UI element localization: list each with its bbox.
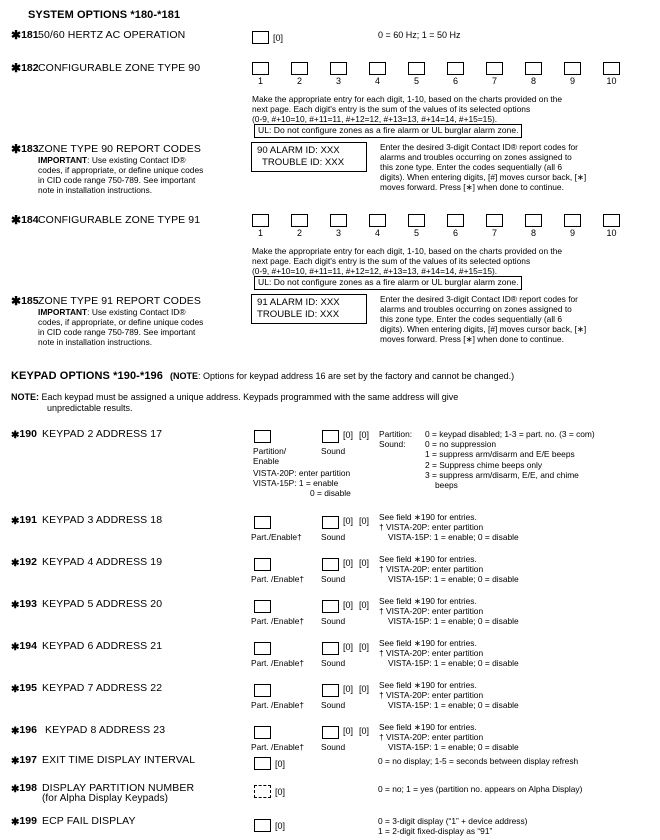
checkbox-digit-5[interactable] (408, 214, 425, 227)
zone-instr-line1: Make the appropriate entry for each digit, 1-10, based on the charts provided on the (252, 246, 563, 256)
trouble-id-183: TROUBLE ID: XXX (262, 157, 345, 168)
digit-label-10: 10 (606, 228, 617, 238)
default-value-196-a: [0] (343, 726, 354, 736)
checkbox-181[interactable] (252, 31, 269, 44)
default-value-194-b: [0] (359, 642, 370, 652)
field-number-198: ✱198 (11, 782, 37, 795)
digit-cell-8 (525, 62, 542, 86)
checkbox-digit-1[interactable] (252, 62, 269, 75)
field-199-options-line2: 1 = 2-digit fixed-display as “91” (378, 826, 493, 836)
rc-instr-line1: Enter the desired 3-digit Contact ID® report codes for (380, 142, 578, 152)
field-title-195: KEYPAD 7 ADDRESS 22 (42, 682, 163, 694)
digit-label-1: 1 (257, 228, 263, 238)
field-number-197: ✱197 (11, 754, 37, 767)
field-title-181: 50/60 HERTZ AC OPERATION (38, 29, 186, 41)
digit-label-7: 7 (491, 228, 497, 238)
digit-cell-8 (525, 214, 542, 238)
field-181-entry[interactable] (252, 29, 283, 47)
label-192-sound: Sound (321, 574, 346, 584)
field-title-193: KEYPAD 5 ADDRESS 20 (42, 598, 163, 610)
trouble-id-185: TROUBLE ID: XXX (257, 309, 340, 320)
important-line1 (38, 307, 243, 317)
checkbox-196-partition[interactable] (254, 726, 271, 739)
rc-instr-line3: this zone type. Enter the codes sequentially (all 6 (380, 162, 563, 172)
digit-cell-9 (564, 62, 581, 86)
vista15p-note-191: VISTA-15P: 1 = enable; 0 = disable (388, 532, 519, 543)
checkbox-digit-8[interactable] (525, 214, 542, 227)
vista15p-note-196: VISTA-15P: 1 = enable; 0 = disable (388, 742, 519, 753)
digit-cell-6 (447, 62, 464, 86)
field-title-191: KEYPAD 3 ADDRESS 18 (42, 514, 163, 526)
keypad-note-line1 (11, 392, 641, 403)
digit-cell-7 (486, 62, 503, 86)
keypad-note-line2: unpredictable results. (47, 403, 133, 413)
field-181-options: 0 = 60 Hz; 1 = 50 Hz (378, 30, 461, 40)
important-line4: note in installation instructions. (38, 185, 153, 195)
label-190-partition-enable (253, 446, 286, 466)
report-id-box-183[interactable] (251, 142, 367, 172)
checkbox-192-sound[interactable] (322, 558, 339, 571)
field-183-important (38, 155, 243, 195)
field-number-191: ✱191 (11, 514, 37, 527)
checkbox-193-sound[interactable] (322, 600, 339, 613)
field-185-important (38, 307, 243, 347)
vista15p-note-192: VISTA-15P: 1 = enable; 0 = disable (388, 574, 519, 585)
option-sound-1: 1 = suppress arm/disarm and E/E beeps (425, 449, 575, 460)
rc-instr-line1: Enter the desired 3-digit Contact ID® report codes for (380, 294, 578, 304)
field-title-199: ECP FAIL DISPLAY (42, 815, 136, 827)
digit-cell-2 (291, 214, 308, 238)
label-192-part-enable: Part. /Enable† (251, 574, 305, 584)
digit-cell-7 (486, 214, 503, 238)
field-197-entry[interactable] (254, 755, 285, 773)
ul-warning-182: UL: Do not configure zones as a fire alarm or UL burglar alarm zone. (254, 124, 522, 138)
label-195-sound: Sound (321, 700, 346, 710)
field-190-vista-notes (253, 468, 351, 498)
field-number-192: ✱192 (11, 556, 37, 569)
digit-cell-10 (603, 214, 620, 238)
important-line1 (38, 155, 243, 165)
important-label: IMPORTANT (38, 307, 88, 317)
checkbox-190-sound[interactable] (322, 430, 339, 443)
checkbox-195-partition[interactable] (254, 684, 271, 697)
field-number-181: ✱181 (11, 28, 39, 42)
field-196-notes (379, 722, 519, 753)
see-field-190-193: See field ∗190 for entries. (379, 596, 477, 606)
option-partition-label: Partition: (379, 429, 413, 439)
digit-label-3: 3 (335, 76, 341, 86)
see-field-190-196: See field ∗190 for entries. (379, 722, 477, 732)
rc-instr-line4: digits). When entering digits, [#] moves cursor back, [∗] (380, 172, 587, 182)
field-title-197: EXIT TIME DISPLAY INTERVAL (42, 754, 196, 766)
checkbox-digit-7[interactable] (486, 214, 503, 227)
digit-label-9: 9 (569, 76, 575, 86)
important-line4: note in installation instructions. (38, 337, 153, 347)
field-197-options: 0 = no display; 1-5 = seconds between display refresh (378, 756, 579, 766)
field-198-subtitle: (for Alpha Display Keypads) (42, 793, 169, 804)
vista15p-note-193: VISTA-15P: 1 = enable; 0 = disable (388, 616, 519, 627)
label-196-sound: Sound (321, 742, 346, 752)
digit-label-8: 8 (530, 228, 536, 238)
keypad-options-note-rest: : Options for keypad address 16 are set by the factory and cannot be changed.) (197, 371, 515, 381)
field-198-options: 0 = no; 1 = yes (partition no. appears on Alpha Display) (378, 784, 583, 794)
default-value-194-a: [0] (343, 642, 354, 652)
option-sound-3: 3 = suppress arm/disarm, E/E, and chime (425, 469, 579, 480)
field-199-entry[interactable] (254, 817, 285, 835)
default-value-191-a: [0] (343, 516, 354, 526)
checkbox-190-partition[interactable] (254, 430, 271, 443)
field-title-182: CONFIGURABLE ZONE TYPE 90 (38, 62, 201, 74)
digit-label-8: 8 (530, 76, 536, 86)
label-190-partition-line2: Enable (253, 456, 280, 466)
digit-cell-1 (252, 62, 269, 86)
field-title-183: ZONE TYPE 90 REPORT CODES (38, 143, 201, 155)
field-title-185: ZONE TYPE 91 REPORT CODES (38, 295, 201, 307)
zone-instr-line1: Make the appropriate entry for each digit, 1-10, based on the charts provided on the (252, 94, 563, 104)
digit-label-6: 6 (452, 76, 458, 86)
checkbox-digit-3[interactable] (330, 214, 347, 227)
field-183-instructions (380, 142, 655, 192)
default-value-193-a: [0] (343, 600, 354, 610)
field-number-183: ✱183 (11, 142, 39, 156)
default-value-195-a: [0] (343, 684, 354, 694)
label-194-part-enable: Part. /Enable† (251, 658, 305, 668)
label-190-sound: Sound (321, 446, 346, 456)
field-194-notes (379, 638, 519, 669)
vista15p-note-195: VISTA-15P: 1 = enable; 0 = disable (388, 700, 519, 711)
label-193-sound: Sound (321, 616, 346, 626)
checkbox-digit-2[interactable] (291, 214, 308, 227)
checkbox-digit-2[interactable] (291, 62, 308, 75)
digit-cell-1 (252, 214, 269, 238)
checkbox-digit-5[interactable] (408, 62, 425, 75)
label-194-sound: Sound (321, 658, 346, 668)
label-191-sound: Sound (321, 532, 346, 542)
keypad-note-label: NOTE: (11, 392, 39, 402)
rc-instr-line5: moves forward. Press [∗] when done to continue. (380, 182, 564, 192)
checkbox-191-partition[interactable] (254, 516, 271, 529)
checkbox-192-partition[interactable] (254, 558, 271, 571)
field-184-instructions (252, 246, 652, 276)
rc-instr-line5: moves forward. Press [∗] when done to continue. (380, 334, 564, 344)
default-value-198: [0] (275, 786, 286, 797)
option-sound-row-0 (379, 439, 595, 449)
vista20p-note-191: † VISTA-20P: enter partition (379, 522, 484, 533)
digit-cell-6 (447, 214, 464, 238)
vista20p-note-192: † VISTA-20P: enter partition (379, 564, 484, 575)
alarm-id-183: 90 ALARM ID: XXX (257, 145, 340, 156)
default-value-195-b: [0] (359, 684, 370, 694)
field-number-194: ✱194 (11, 640, 37, 653)
checkbox-194-partition[interactable] (254, 642, 271, 655)
digit-cell-5 (408, 62, 425, 86)
report-id-box-185[interactable] (251, 294, 367, 324)
field-193-notes (379, 596, 519, 627)
vista20p-note-193: † VISTA-20P: enter partition (379, 606, 484, 617)
ul-warning-184: UL: Do not configure zones as a fire alarm or UL burglar alarm zone. (254, 276, 522, 290)
zone-instr-line3: (0-9, #+10=10, #+11=11, #+12=12, #+13=13, #+14=14, #+15=15). (252, 114, 498, 124)
label-195-part-enable: Part. /Enable† (251, 700, 305, 710)
vista15p-note-194: VISTA-15P: 1 = enable; 0 = disable (388, 658, 519, 669)
vista20p-note-196: † VISTA-20P: enter partition (379, 732, 484, 743)
checkbox-digit-1[interactable] (252, 214, 269, 227)
checkbox-194-sound[interactable] (322, 642, 339, 655)
field-title-192: KEYPAD 4 ADDRESS 19 (42, 556, 163, 568)
important-line1-rest: : Use existing Contact ID® (87, 155, 186, 165)
digit-label-2: 2 (296, 76, 302, 86)
digit-cell-10 (603, 62, 620, 86)
field-number-196: ✱196 (11, 724, 37, 737)
checkbox-digit-4[interactable] (369, 214, 386, 227)
field-199-options-line1: 0 = 3-digit display (“1” + device address) (378, 816, 528, 826)
important-label: IMPORTANT (38, 155, 88, 165)
important-line2: codes, if appropriate, or define unique codes (38, 317, 204, 327)
digit-cell-4 (369, 62, 386, 86)
label-190-partition-line1: Partition/ (253, 446, 287, 456)
checkbox-digit-9[interactable] (564, 214, 581, 227)
field-number-184: ✱184 (11, 213, 39, 227)
checkbox-digit-10[interactable] (603, 214, 620, 227)
option-partition-text: 0 = keypad disabled; 1-3 = part. no. (3 = com) (425, 429, 595, 439)
important-line3: in CID code range 750-789. See important (38, 175, 196, 185)
field-199-options (378, 816, 527, 836)
field-number-182: ✱182 (11, 61, 39, 75)
field-number-195: ✱195 (11, 682, 37, 695)
important-line1-rest: : Use existing Contact ID® (87, 307, 186, 317)
checkbox-199[interactable] (254, 819, 271, 832)
digit-label-5: 5 (413, 76, 419, 86)
field-title-196: KEYPAD 8 ADDRESS 23 (45, 724, 166, 736)
field-185-instructions (380, 294, 655, 344)
vista15p-enable-190: VISTA-15P: 1 = enable (253, 478, 339, 488)
see-field-190-192: See field ∗190 for entries. (379, 554, 477, 564)
field-title-194: KEYPAD 6 ADDRESS 21 (42, 640, 163, 652)
digit-label-9: 9 (569, 228, 575, 238)
rc-instr-line3: this zone type. Enter the codes sequentially (all 6 (380, 314, 563, 324)
digit-label-4: 4 (374, 228, 380, 238)
default-value-199: [0] (275, 820, 286, 831)
see-field-190-195: See field ∗190 for entries. (379, 680, 477, 690)
keypad-options-note-bold: (NOTE (169, 371, 198, 381)
digit-label-1: 1 (257, 76, 263, 86)
checkbox-191-sound[interactable] (322, 516, 339, 529)
see-field-190-191: See field ∗190 for entries. (379, 512, 477, 522)
checkbox-digit-9[interactable] (564, 62, 581, 75)
checkbox-196-sound[interactable] (322, 726, 339, 739)
default-value-192-a: [0] (343, 558, 354, 568)
digit-label-7: 7 (491, 76, 497, 86)
default-value-190-b: [0] (359, 430, 370, 440)
option-sound-2: 2 = Suppress chime beeps only (425, 459, 543, 470)
digit-cell-2 (291, 62, 308, 86)
digit-cell-4 (369, 214, 386, 238)
digit-cell-9 (564, 214, 581, 238)
checkbox-198[interactable] (254, 785, 271, 798)
field-number-185: ✱185 (11, 294, 39, 308)
rc-instr-line2: alarms and troubles occurring on zones assigned to (380, 304, 572, 314)
digit-cell-3 (330, 62, 347, 86)
zone-instr-line3: (0-9, #+10=10, #+11=11, #+12=12, #+13=13, #+14=14, #+15=15). (252, 266, 498, 276)
field-195-notes (379, 680, 519, 711)
checkbox-digit-8[interactable] (525, 62, 542, 75)
vista20p-note-194: † VISTA-20P: enter partition (379, 648, 484, 659)
digit-label-6: 6 (452, 228, 458, 238)
default-value-196-b: [0] (359, 726, 370, 736)
checkbox-digit-7[interactable] (486, 62, 503, 75)
important-line2: codes, if appropriate, or define unique codes (38, 165, 204, 175)
rc-instr-line2: alarms and troubles occurring on zones assigned to (380, 152, 572, 162)
alarm-id-185: 91 ALARM ID: XXX (257, 297, 340, 308)
option-sound-label: Sound: (379, 439, 406, 450)
checkbox-digit-6[interactable] (447, 214, 464, 227)
label-193-part-enable: Part. /Enable† (251, 616, 305, 626)
option-sound-0: 0 = no suppression (425, 439, 497, 450)
zone-instr-line2: next page. Each digit's entry is the sum of the values of its selected options (252, 256, 531, 266)
checkbox-197[interactable] (254, 757, 271, 770)
zone-instr-line2: next page. Each digit's entry is the sum of the values of its selected options (252, 104, 531, 114)
label-191-part-enable: Part./Enable† (251, 532, 302, 542)
checkbox-digit-3[interactable] (330, 62, 347, 75)
checkbox-195-sound[interactable] (322, 684, 339, 697)
digit-label-10: 10 (606, 76, 617, 86)
vista15p-disable-190: 0 = disable (310, 488, 351, 498)
digit-cell-5 (408, 214, 425, 238)
field-title-198: DISPLAY PARTITION NUMBER (42, 782, 195, 794)
checkbox-193-partition[interactable] (254, 600, 271, 613)
checkbox-digit-10[interactable] (603, 62, 620, 75)
checkbox-digit-6[interactable] (447, 62, 464, 75)
label-196-part-enable: Part. /Enable† (251, 742, 305, 752)
field-182-instructions (252, 94, 652, 124)
section-heading-system-options: SYSTEM OPTIONS *180-*181 (28, 9, 181, 21)
field-title-190: KEYPAD 2 ADDRESS 17 (42, 428, 163, 440)
digit-label-3: 3 (335, 228, 341, 238)
keypad-options-note (170, 371, 514, 381)
vista20p-note-195: † VISTA-20P: enter partition (379, 690, 484, 701)
keypad-note-text: Each keypad must be assigned a unique address. Keypads programmed with the same address will give (41, 392, 459, 402)
checkbox-digit-4[interactable] (369, 62, 386, 75)
field-title-184: CONFIGURABLE ZONE TYPE 91 (38, 214, 201, 226)
section-heading-keypad-options: KEYPAD OPTIONS *190-*196 (11, 370, 163, 382)
section-heading-keypad-options-row (11, 366, 514, 384)
default-value-190-a: [0] (343, 430, 354, 440)
field-191-notes (379, 512, 519, 543)
digit-label-2: 2 (296, 228, 302, 238)
keypad-unique-address-note (11, 392, 641, 414)
vista20p-note-190: VISTA-20P: enter partition (253, 468, 351, 478)
see-field-190-194: See field ∗190 for entries. (379, 638, 477, 648)
digit-label-4: 4 (374, 76, 380, 86)
field-number-199: ✱199 (11, 815, 37, 828)
default-value-181: [0] (273, 32, 284, 43)
important-line3: in CID code range 750-789. See important (38, 327, 196, 337)
field-number-190: ✱190 (11, 428, 37, 441)
default-value-197: [0] (275, 758, 286, 769)
field-number-193: ✱193 (11, 598, 37, 611)
option-sound-3b: beeps (435, 480, 458, 491)
digit-cell-3 (330, 214, 347, 238)
default-value-193-b: [0] (359, 600, 370, 610)
rc-instr-line4: digits). When entering digits, [#] moves cursor back, [∗] (380, 324, 587, 334)
default-value-191-b: [0] (359, 516, 370, 526)
field-192-notes (379, 554, 519, 585)
field-198-entry[interactable] (254, 783, 285, 801)
field-190-option-table (379, 429, 595, 490)
default-value-192-b: [0] (359, 558, 370, 568)
digit-label-5: 5 (413, 228, 419, 238)
option-partition-row (379, 429, 595, 439)
